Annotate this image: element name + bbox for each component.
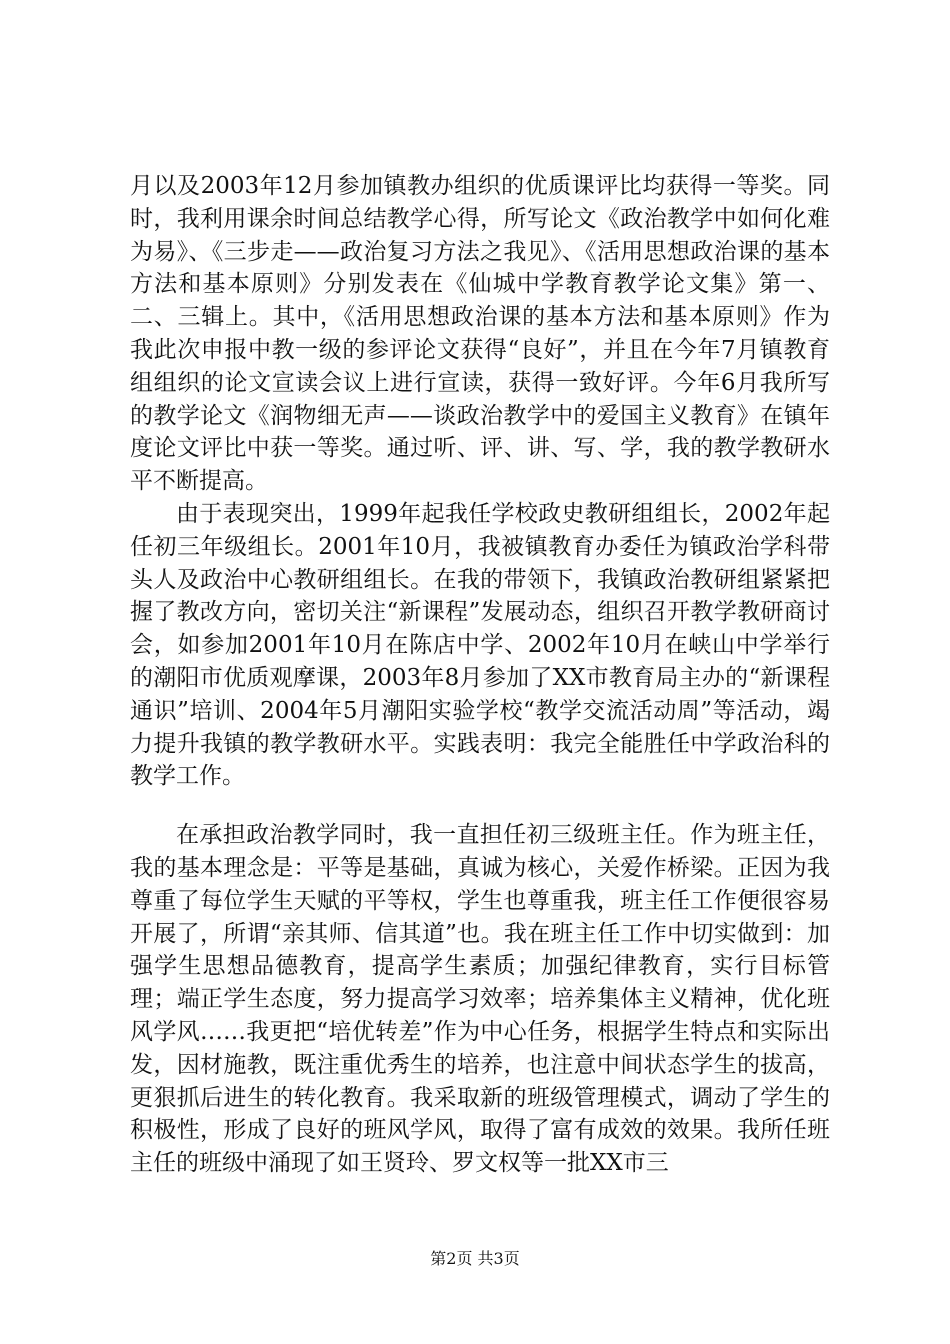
paragraph-2: 由于表现突出，1999年起我任学校政史教研组组长，2002年起任初三年级组长。2001年10月，我被镇教育办委任为镇政治学科带头人及政治中心教研组组长。在我的带领下，我镇政治教研组紧紧把握了教改方向，密切关注“新课程”发展动态，组织召开教学教研商讨会，如参加2001年10月在陈店中学、2002年10月在峡山中学举行的潮阳市优质观摩课，2003年8月参加了XX市教育局主办的“新课程通识”培训、2004年5月潮阳实验学校“教学交流活动周”等活动，竭力提升我镇的教学教研水平。实践表明：我完全能胜任中学政治科的教学工作。: [130, 500, 830, 790]
paragraph-3: 在承担政治教学同时，我一直担任初三级班主任。作为班主任，我的基本理念是：平等是基础，真诚为核心，关爱作桥梁。正因为我尊重了每位学生天赋的平等权，学生也尊重我，班主任工作便很容易开展了，所谓“亲其师、信其道”也。我在班主任工作中切实做到：加强学生思想品德教育，提高学生素质；加强纪律教育，实行目标管理；端正学生态度，努力提高学习效率；培养集体主义精神，优化班风学风……我更把“培优转差”作为中心任务，根据学生特点和实际出发，因材施教，既注重优秀生的培养，也注意中间状态学生的拔高，更狠抓后进生的转化教育。我采取新的班级管理模式，调动了学生的积极性，形成了良好的班风学风，取得了富有成效的效果。我所任班主任的班级中涌现了如王贤玲、罗文权等一批XX市三: [130, 822, 830, 1177]
page-footer: 第2页 共3页: [430, 1249, 520, 1268]
paragraph-1: 月以及2003年12月参加镇教办组织的优质课评比均获得一等奖。同时，我利用课余时间总结教学心得，所写论文《政治教学中如何化难为易》、《三步走——政治复习方法之我见》、《活用思想政治课的基本方法和基本原则》分别发表在《仙城中学教育教学论文集》第一、二、三辑上。其中，《活用思想政治课的基本方法和基本原则》作为我此次申报中教一级的参评论文获得“良好”，并且在今年7月镇教育组组织的论文宣读会议上进行宣读，获得一致好评。今年6月我所写的教学论文《润物细无声——谈政治教学中的爱国主义教育》在镇年度论文评比中获一等奖。通过听、评、讲、写、学，我的教学教研水平不断提高。: [130, 173, 830, 495]
paragraph-gap: [130, 793, 830, 819]
document-body: [130, 170, 830, 1180]
